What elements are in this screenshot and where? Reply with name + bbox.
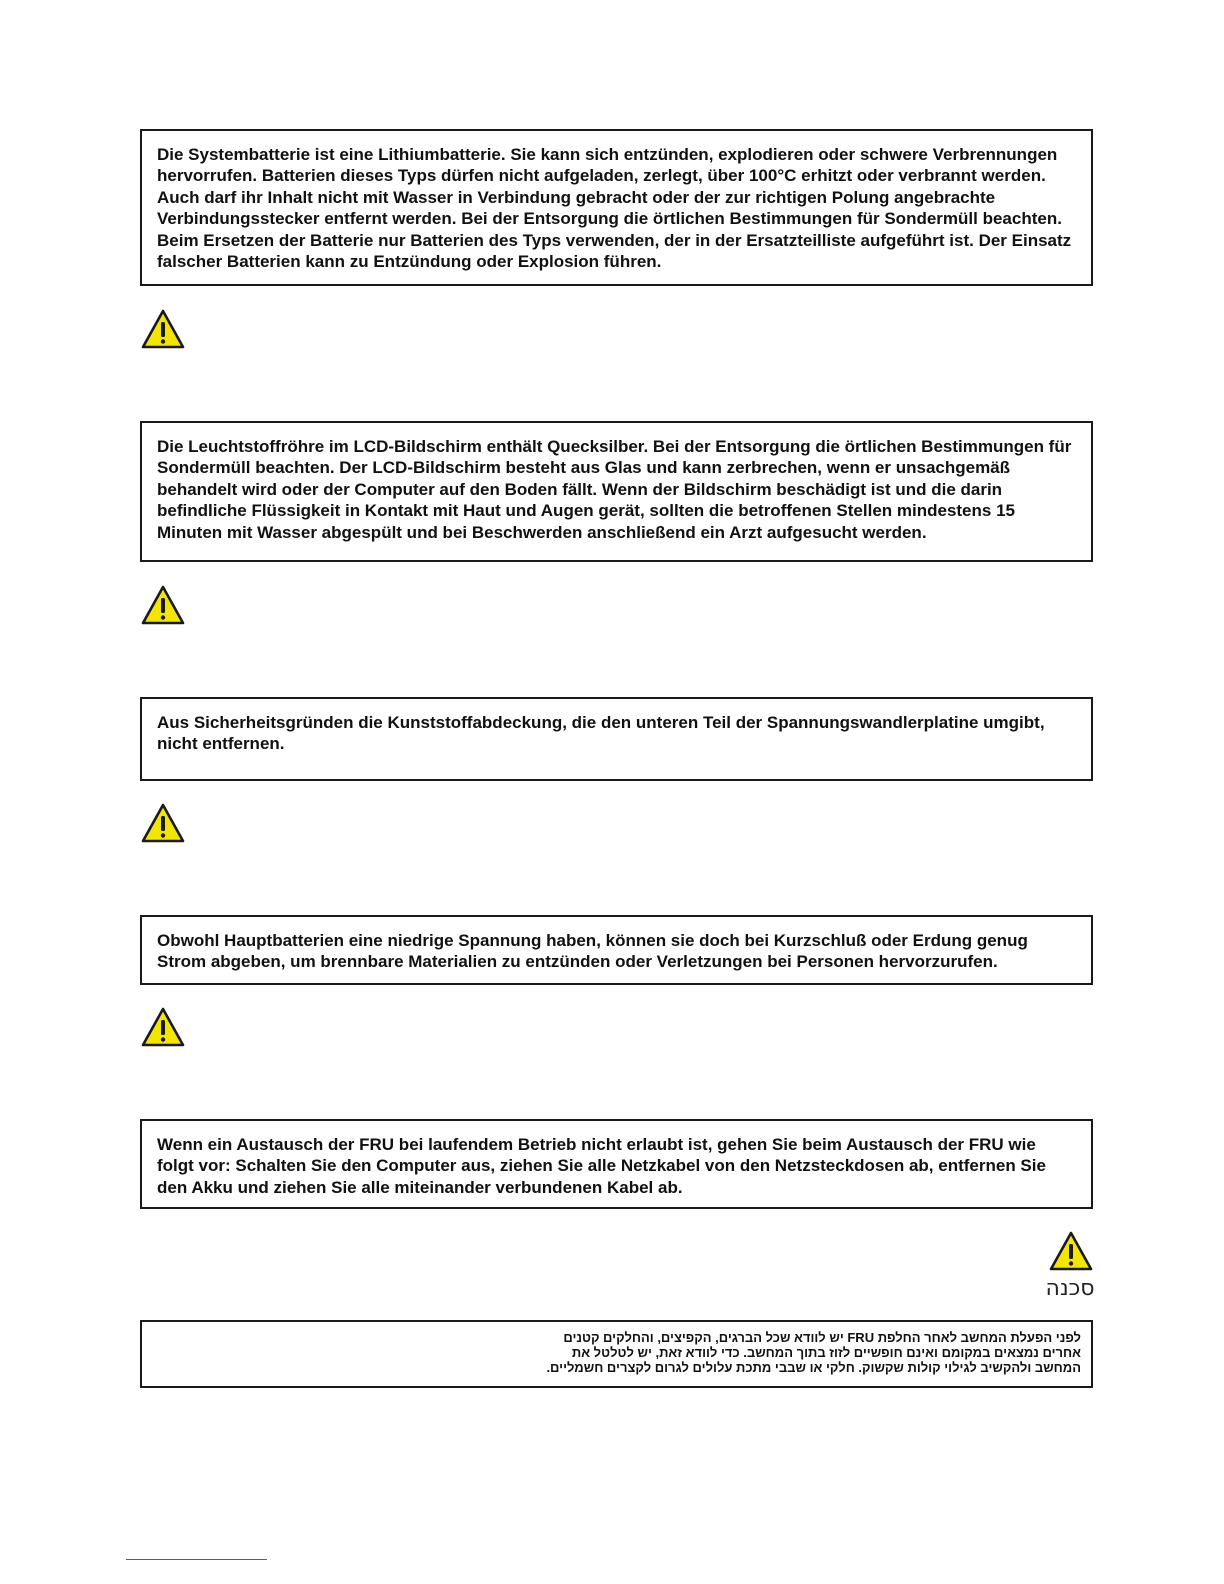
- notice-text: Die Systembatterie ist eine Lithiumbatterie. Sie kann sich entzünden, explodieren oder schwere Verbrennungen hervorrufen. Batterien dieses Typs dürfen nicht aufgeladen, zerlegt, über 100°C erhitzt oder verbrannt werden. Auch darf ihr Inhalt nicht mit Wasser in Verbindung gebracht oder der zur richtigen Polung angebrachte Verbindungsstecker entfernt werden. Bei der Entsorgung die örtlichen Bestimmungen für Sondermüll beachten. Beim Ersetzen der Batterie nur Batterien des Typs verwenden, der in der Ersatzteilliste aufgeführt ist. Der Einsatz falscher Batterien kann zu Entzündung oder Explosion führen.: [157, 145, 1072, 272]
- footer-rule: [126, 1559, 267, 1560]
- notice-text: Wenn ein Austausch der FRU bei laufendem Betrieb nicht erlaubt ist, gehen Sie beim Austausch der FRU wie folgt vor: Schalten Sie den Computer aus, ziehen Sie alle Netzkabel von den Netzsteckdosen ab, entfernen Sie den Akku und ziehen Sie alle miteinander verbundenen Kabel ab.: [157, 1135, 1046, 1197]
- notice-text: Die Leuchtstoffröhre im LCD-Bildschirm enthält Quecksilber. Bei der Entsorgung die örtlichen Bestimmungen für Sondermüll beachten. Der LCD-Bildschirm besteht aus Glas und kann zerbrechen, wenn er unsachgemäß behandelt wird oder der Computer auf den Boden fällt. Wenn der Bildschirm beschädigt ist und die darin befindliche Flüssigkeit in Kontakt mit Haut und Augen gerät, sollten die betroffenen Stellen mindestens 15 Minuten mit Wasser abgespült und bei Beschwerden anschließend ein Arzt aufgesucht werden.: [157, 437, 1072, 542]
- notice-box-hebrew: [140, 1320, 1093, 1388]
- notice-box-fru-replacement: [140, 1119, 1093, 1209]
- warning-triangle-icon: [140, 308, 186, 350]
- notice-box-plastic-cover: [140, 697, 1093, 781]
- warning-triangle-icon: [1048, 1230, 1094, 1272]
- warning-triangle-icon: [140, 584, 186, 626]
- notice-text-hebrew: לפני הפעלת המחשב לאחר החלפת FRU יש לוודא שכל הברגים, הקפיצים, והחלקים קטנים אחרים נמצאים במקומם ואינם חופשיים לזוז בתוך המחשב. כדי לוודא זאת, יש לטלטל את המחשב ולהקשיב לגילוי קולות שקשוק. חלקי או שבבי מתכת עלולים לגרום לקצרים חשמליים.: [546, 1330, 1081, 1375]
- notice-box-lithium-battery: [140, 129, 1093, 286]
- notice-box-main-batteries: [140, 915, 1093, 985]
- warning-triangle-icon: [140, 1006, 186, 1048]
- danger-label-hebrew: סכנה: [1045, 1276, 1095, 1301]
- notice-box-lcd-mercury: [140, 421, 1093, 562]
- notice-text: Obwohl Hauptbatterien eine niedrige Spannung haben, können sie doch bei Kurzschluß oder Erdung genug Strom abgeben, um brennbare Materialien zu entzünden oder Verletzungen bei Personen hervorzurufen.: [157, 931, 1028, 972]
- warning-triangle-icon: [140, 802, 186, 844]
- notice-text: Aus Sicherheitsgründen die Kunststoffabdeckung, die den unteren Teil der Spannungswandlerplatine umgibt, nicht entfernen.: [157, 713, 1045, 754]
